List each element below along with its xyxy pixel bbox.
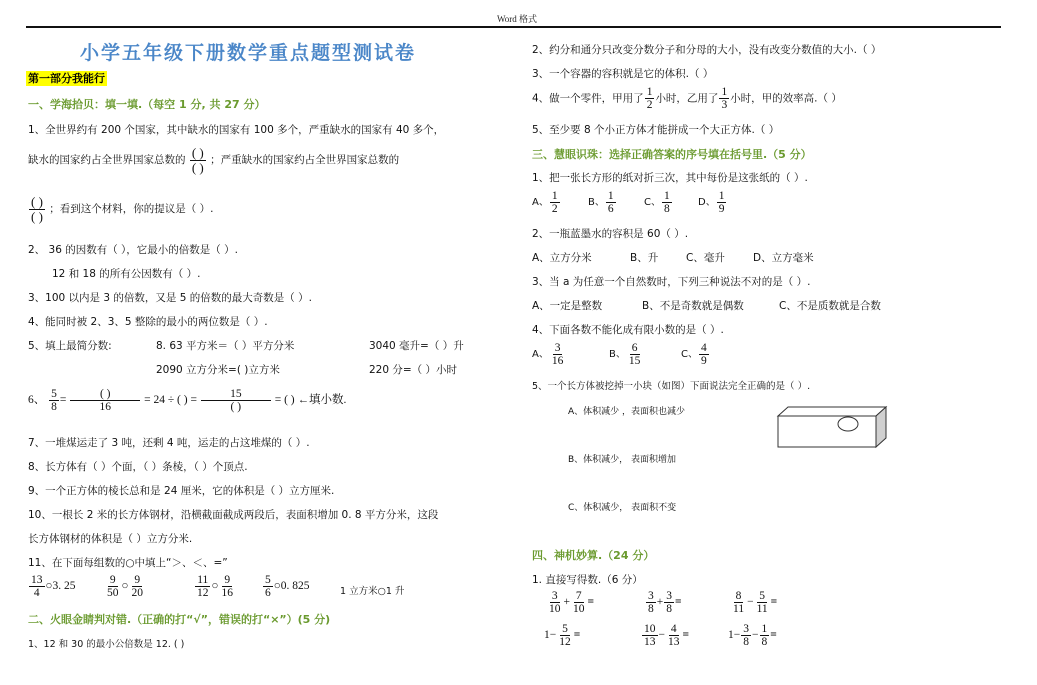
s2-q3: 3、一个容器的容积就是它的体积.（ ） — [532, 68, 714, 80]
s3-q3: 3、当 a 为任意一个自然数时，下列三种说法不对的是（ ）. — [532, 276, 811, 288]
s1-q5-d: 220 分=（ ）小时 — [369, 364, 458, 376]
s1-q2-line1: 2、 36 的因数有（ ），它最小的倍数是（ ）. — [28, 244, 238, 256]
compare-item-1[interactable]: $\frac{13}{4}$ ○3. 25 — [31, 574, 76, 600]
s1-q1-line3 — [28, 195, 213, 223]
s3-q2-option-b[interactable]: B、升 — [630, 252, 659, 264]
s3-q3-option-c[interactable]: C、不是质数就是合数 — [779, 300, 881, 312]
compare-item-4[interactable]: $\frac{5}{6}$ ○0. 825 — [265, 574, 310, 600]
s3-q4-options — [532, 342, 741, 367]
s1-q1-text-c: ；看到这个材料，你的提议是（ ）. — [49, 203, 214, 216]
s3-q5: 5、一个长方体被挖掉一小块（如图）下面说法完全正确的是（ ）. — [532, 381, 811, 392]
s3-q5-option-b[interactable]: B、体积减少， 表面积增加 — [568, 455, 677, 465]
s1-q6: 6、 $\frac{5}{8}$ = $\frac{( )}{16}$ = 24 ÷ ( ) = $\frac{15}{( )}$ = ( ) ←填小数. — [28, 388, 347, 414]
section-3-heading: 三、慧眼识珠：选择正确答案的序号填在括号里.（5 分） — [532, 148, 812, 161]
section-1-heading: 一、学海拾贝：填一填.（每空 1 分, 共 27 分） — [28, 98, 266, 111]
option-c[interactable]: C、 $\frac{1}{8}$ — [644, 190, 670, 216]
s3-q4: 4、下面各数不能化成有限小数的是（ ）. — [532, 324, 724, 336]
section-4-heading: 四、神机妙算.（24 分） — [532, 549, 655, 562]
s1-q3: 3、100 以内是 3 的倍数，又是 5 的倍数的最大奇数是（ ）. — [28, 292, 312, 304]
page-title: 小学五年级下册数学重点题型测试卷 — [80, 42, 417, 64]
hole-icon — [838, 417, 858, 431]
s3-q3-option-b[interactable]: B、不是奇数就是偶数 — [642, 300, 744, 312]
s1-q9: 9、一个正方体的棱长总和是 24 厘米，它的体积是（ ）立方厘米. — [28, 485, 335, 497]
s1-q10-line1: 10、一根长 2 米的长方体钢材，沿横截面截成两段后，表面积增加 0. 8 平方分米，这段 — [28, 509, 439, 521]
s3-q1: 1、把一张长方形的纸对折三次，其中每份是这张纸的（ ）. — [532, 172, 808, 184]
section-2-heading: 二、火眼金睛判对错.（正确的打“√”，错误的打“×”）(5 分) — [28, 613, 331, 626]
s3-q5-option-a[interactable]: A、体积减少 ，表面积也减少 — [568, 407, 686, 417]
option-d[interactable]: D、 $\frac{1}{9}$ — [698, 190, 725, 216]
s1-q1-line1: 1、全世界约有 200 个国家，其中缺水的国家有 100 多个，严重缺水的国家有 40 多个， — [28, 124, 445, 136]
calc-expr-6: 1− $\frac{3}{8}$ − $\frac{1}{8}$ = — [728, 623, 777, 649]
s1-q1-text-a: 缺水的国家约占全世界国家总数的 — [28, 154, 186, 167]
s1-q11: 11、在下面每组数的○中填上“＞、＜、=” — [28, 557, 228, 569]
calc-expr-3: $\frac{8}{11}$ − $\frac{5}{11}$ = — [733, 590, 778, 616]
s3-q2-option-d[interactable]: D、立方毫米 — [753, 252, 814, 264]
option-b[interactable]: B、 $\frac{1}{6}$ — [588, 190, 614, 216]
compare-item-3[interactable]: $\frac{11}{12}$ ○ $\frac{9}{16}$ — [197, 574, 233, 600]
calc-expr-4: 1− $\frac{5}{12}$ = — [544, 623, 581, 649]
cuboid-with-hole-diagram — [776, 402, 888, 450]
compare-item-2[interactable]: $\frac{9}{50}$ ○ $\frac{9}{20}$ — [107, 574, 143, 600]
s3-q3-option-a[interactable]: A、一定是整数 — [532, 300, 603, 312]
s2-q4: 4、做一个零件，甲用了 $\frac{1}{2}$ 小时，乙用了 $\frac{1}{3}$ 小时，甲的效率高.（ ） — [532, 86, 842, 112]
s1-q5-b: 3040 毫升=（ ）升 — [369, 340, 464, 352]
s1-q10-line2: 长方体钢材的体积是（ ）立方分米. — [28, 533, 193, 545]
s4-q1: 1. 直接写得数.（6 分） — [532, 574, 643, 586]
s3-q2-option-a[interactable]: A、立方分米 — [532, 252, 592, 264]
option-c[interactable]: C、 $\frac{4}{9}$ — [681, 342, 707, 368]
blank-fraction[interactable]: $\frac{15}{( )}$ — [201, 388, 271, 413]
calc-expr-2: $\frac{3}{8}$ + $\frac{3}{8}$ = — [648, 590, 682, 616]
s1-q5-a: 8. 63 平方米＝（ ）平方分米 — [156, 340, 295, 352]
fraction: $\frac{5}{8}$ — [51, 388, 57, 414]
part-one-label: 第一部分我能行 — [28, 72, 105, 85]
s1-q1-line2 — [28, 146, 399, 174]
s1-q5-c: 2090 立方分米=( )立方米 — [156, 364, 280, 376]
s2-q1: 1、12 和 30 的最小公倍数是 12. ( ) — [28, 639, 185, 650]
header-rule — [26, 26, 1001, 28]
s2-q5: 5、至少要 8 个小正方体才能拼成一个大正方体.（ ） — [532, 124, 780, 136]
s3-q1-options — [532, 190, 752, 215]
option-a[interactable]: A、 $\frac{3}{16}$ — [532, 342, 564, 368]
blank-fraction[interactable]: $\frac{( )}{( )}$ — [31, 194, 43, 224]
blank-fraction[interactable]: $\frac{( )}{16}$ — [70, 388, 140, 413]
s1-q2-line2: 12 和 18 的所有公因数有（ ）. — [52, 268, 201, 280]
compare-item-5[interactable]: 1 立方米○1 升 — [340, 586, 405, 597]
s2-q2: 2、约分和通分只改变分数分子和分母的大小，没有改变分数值的大小.（ ） — [532, 44, 882, 56]
option-b[interactable]: B、 $\frac{6}{15}$ — [609, 342, 641, 368]
s1-q7: 7、一堆煤运走了 3 吨，还剩 4 吨，运走的占这堆煤的（ ）. — [28, 437, 310, 449]
s3-q2: 2、一瓶蓝墨水的容积是 60（ ）. — [532, 228, 689, 240]
page-header-label: Word 格式 — [497, 14, 538, 24]
blank-fraction[interactable]: $\frac{( )}{( )}$ — [191, 145, 204, 175]
s3-q5-option-c[interactable]: C、体积减少， 表面积不变 — [568, 503, 677, 513]
option-a[interactable]: A、 $\frac{1}{2}$ — [532, 190, 558, 216]
calc-expr-5: $\frac{10}{13}$ − $\frac{4}{13}$ = — [644, 623, 690, 649]
s1-q1-text-b: ；严重缺水的国家约占全世界国家总数的 — [210, 154, 400, 167]
s1-q5-label: 5、填上最简分数: — [28, 340, 112, 352]
s1-q8: 8、长方体有（ ）个面，（ ）条棱，（ ）个顶点. — [28, 461, 248, 473]
calc-expr-1: $\frac{3}{10}$ + $\frac{7}{10}$ = — [549, 590, 595, 616]
s3-q2-option-c[interactable]: C、毫升 — [686, 252, 725, 264]
s1-q4: 4、能同时被 2、3、5 整除的最小的两位数是（ ）. — [28, 316, 268, 328]
